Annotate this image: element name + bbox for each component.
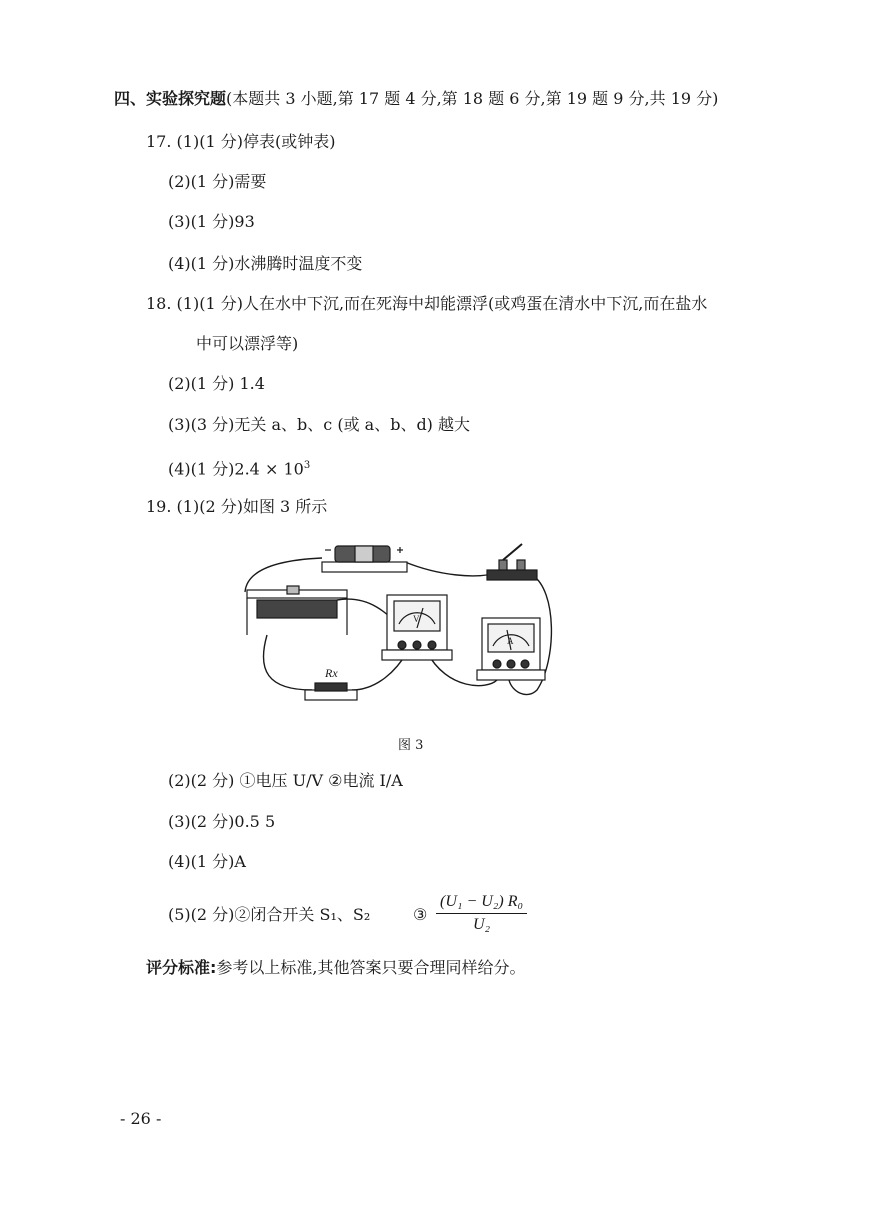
figure-caption: 图 3 — [398, 738, 424, 753]
circuit-diagram — [237, 540, 567, 710]
section-note: (本题共 3 小题,第 17 题 4 分,第 18 题 6 分,第 19 题 9 分,共 19 分) — [226, 89, 719, 108]
q19-part3: (3)(2 分)0.5 5 — [168, 812, 276, 831]
q18-part3: (3)(3 分)无关 a、b、c (或 a、b、d) 越大 — [168, 415, 471, 434]
q18-part1-cont: 中可以漂浮等) — [196, 334, 299, 353]
grading-label: 评分标准: — [146, 958, 217, 977]
q19-part4: (4)(1 分)A — [168, 852, 246, 871]
q18-part2: (2)(1 分) 1.4 — [168, 374, 265, 393]
q17-part4: (4)(1 分)水沸腾时温度不变 — [168, 254, 363, 273]
q19-part2: (2)(2 分) ①电压 U/V ②电流 I/A — [168, 771, 403, 790]
section-heading: 四、实验探究题 — [114, 89, 227, 108]
formula-fraction — [436, 893, 527, 934]
resistor-label: Rx — [325, 666, 338, 680]
wire-rheostat-resistor — [263, 635, 312, 690]
q17-part2: (2)(1 分)需要 — [168, 172, 267, 191]
grading-text: 参考以上标准,其他答案只要合理同样给分。 — [216, 958, 526, 977]
battery — [322, 546, 407, 572]
q19-part1: 19. (1)(2 分)如图 3 所示 — [146, 497, 328, 516]
q18-part4-text: (4)(1 分)2.4 × 10 — [168, 459, 304, 479]
q18-part4-exponent: 3 — [303, 460, 311, 471]
q18-part4 — [168, 455, 310, 480]
q17-part1: 17. (1)(1 分)停表(或钟表) — [146, 132, 336, 151]
resistor — [305, 683, 357, 700]
ammeter-label: A — [507, 636, 514, 646]
voltmeter — [382, 595, 452, 660]
section-heading-line — [114, 88, 718, 110]
page-number: - 26 - — [120, 1109, 162, 1128]
wire-battery-switch — [405, 562, 499, 576]
grading-line — [146, 957, 526, 979]
rheostat — [247, 586, 347, 635]
q19-part5-mark: ③ — [413, 905, 428, 924]
wire-battery-left — [245, 558, 322, 592]
q19-part5: (5)(2 分)②闭合开关 S₁、S₂ — [168, 905, 371, 924]
voltmeter-label: V — [413, 614, 420, 624]
formula-numerator: (U₁ − U₂) R₀ — [436, 893, 527, 914]
formula-denominator: U₂ — [472, 916, 491, 933]
switch — [487, 544, 537, 580]
q17-part3: (3)(1 分)93 — [168, 212, 255, 231]
ammeter — [477, 618, 545, 680]
q18-part1: 18. (1)(1 分)人在水中下沉,而在死海中却能漂浮(或鸡蛋在清水中下沉,而在盐水 — [146, 294, 708, 313]
